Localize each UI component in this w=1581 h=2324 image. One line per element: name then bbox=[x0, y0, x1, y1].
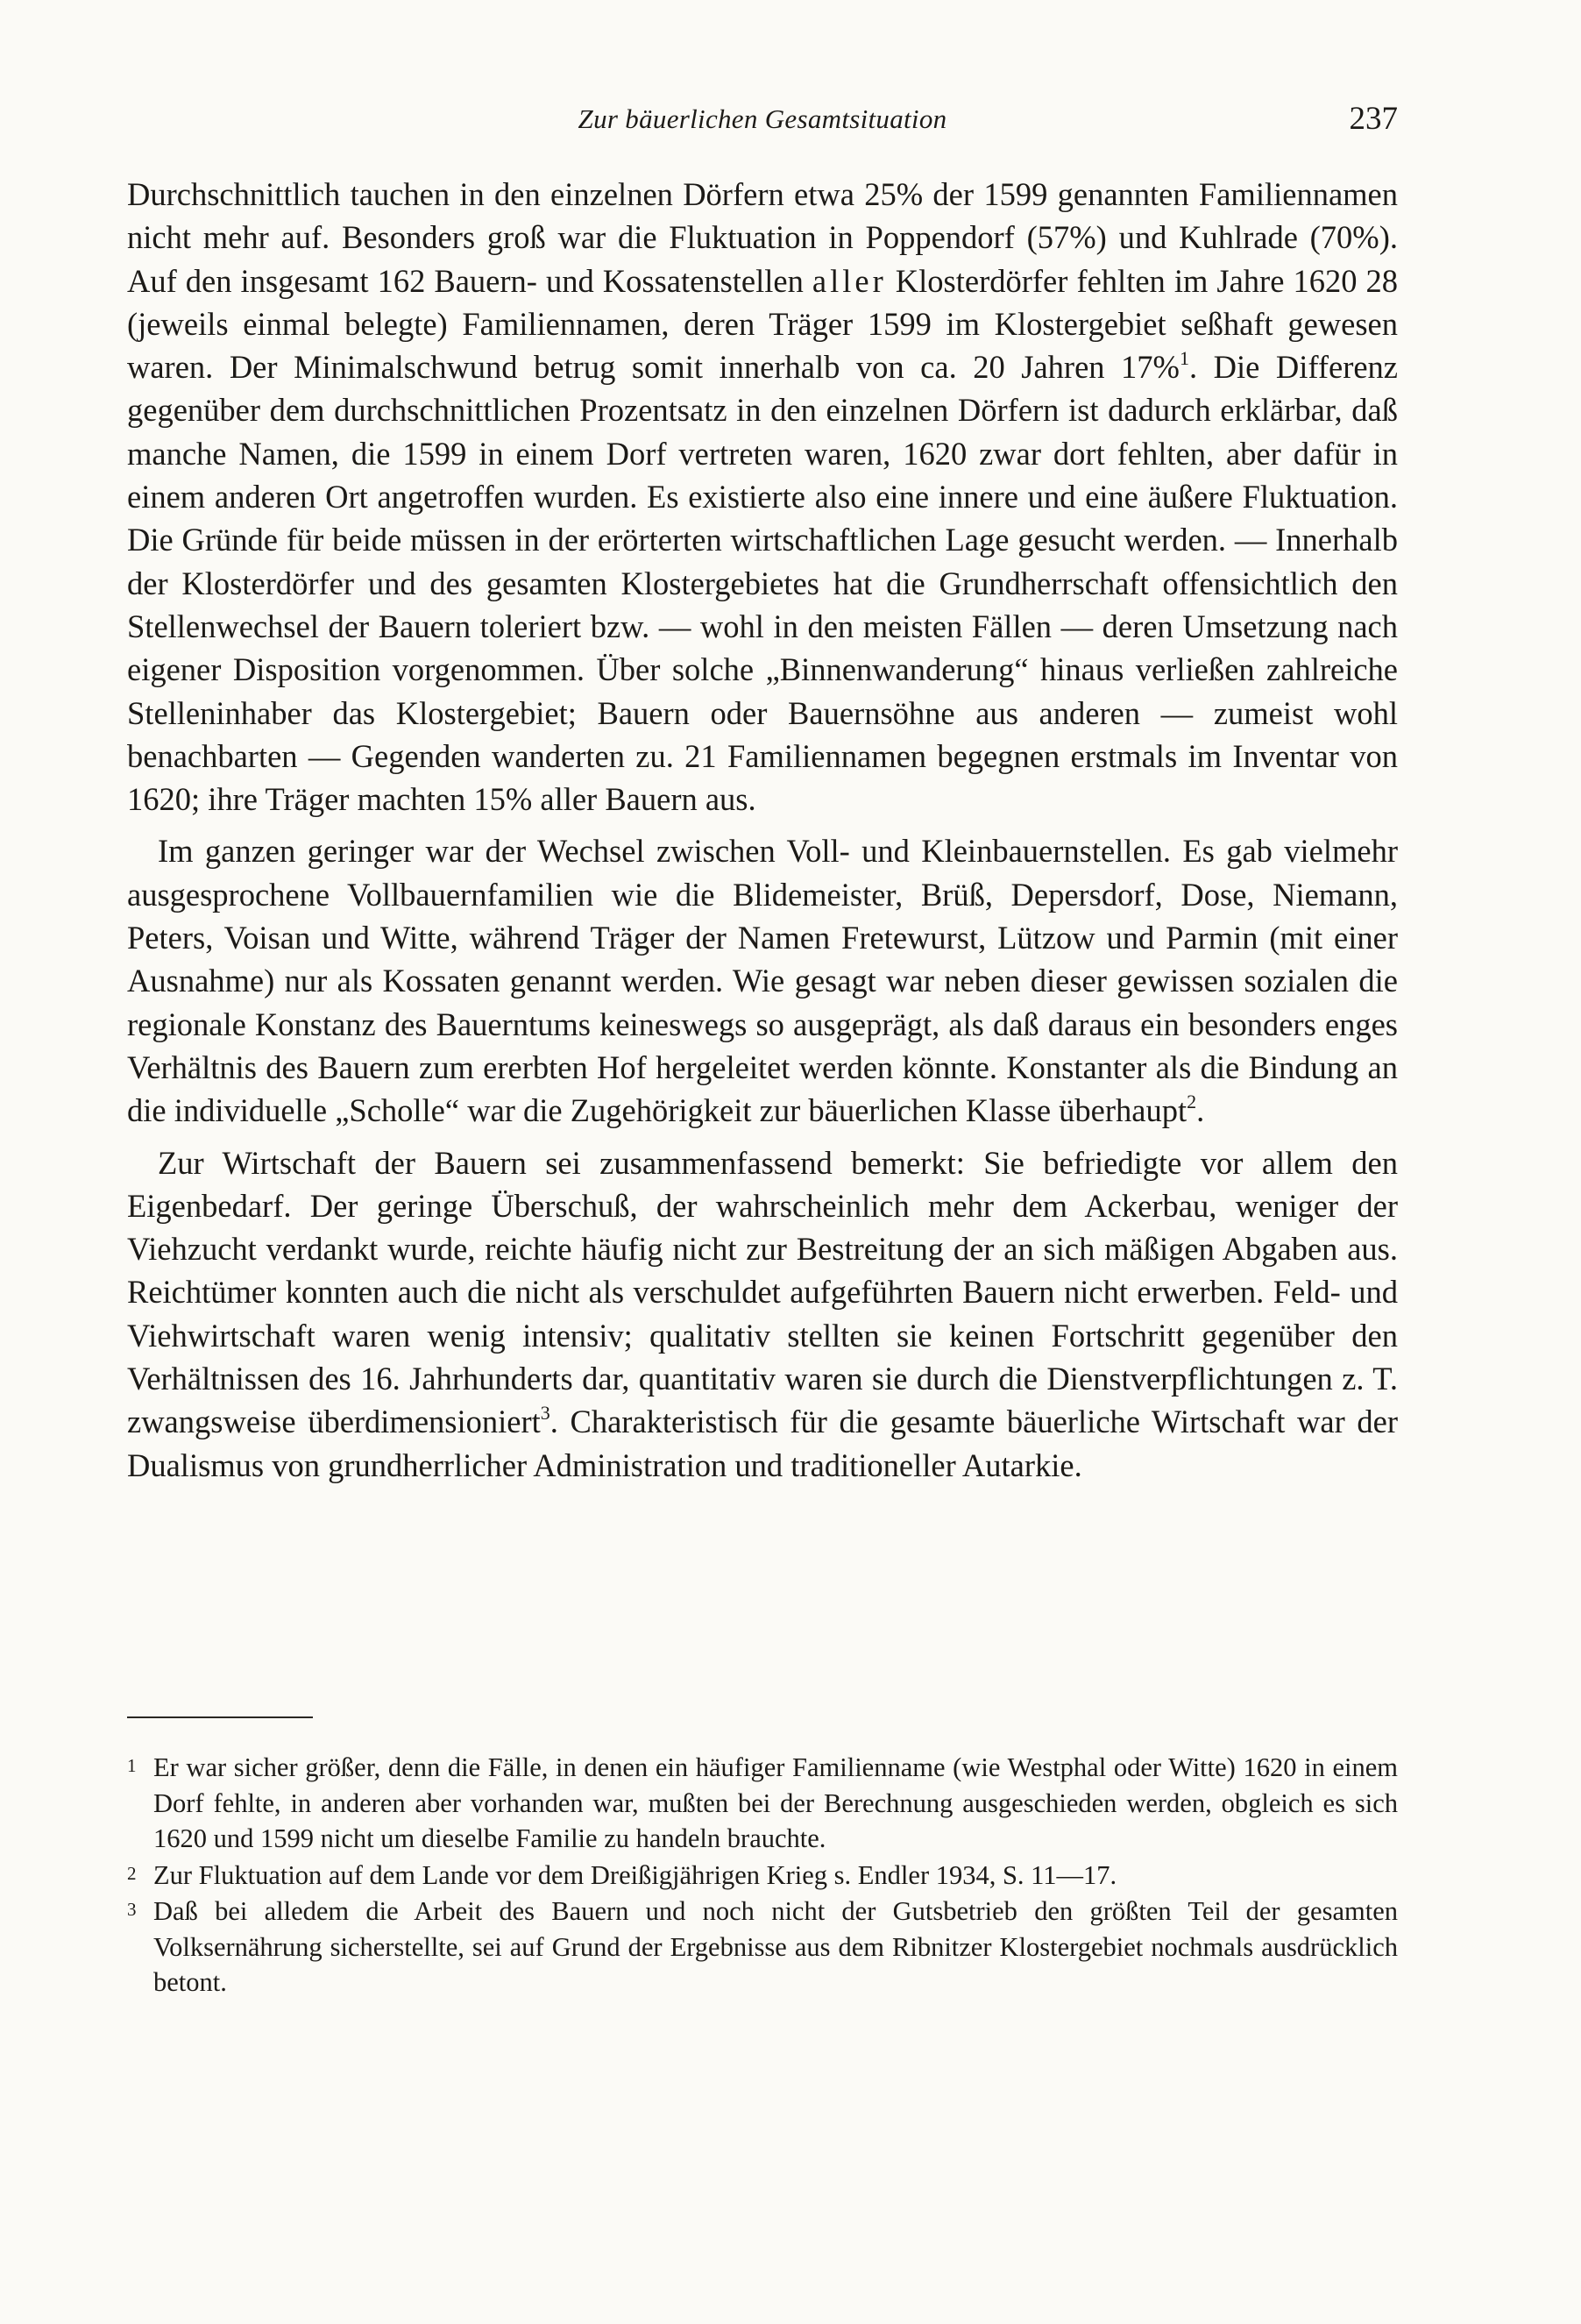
footnote-text: Zur Fluktuation auf dem Lande vor dem Dreißigjährigen Krieg s. Endler 1934, S. 11—17. bbox=[153, 1859, 1117, 1890]
footnote-1 bbox=[127, 1750, 1398, 1857]
paragraph-1 bbox=[127, 173, 1398, 821]
running-head bbox=[127, 103, 1398, 147]
footnote-reference-1: 1 bbox=[1179, 347, 1189, 370]
footnote-2 bbox=[127, 1858, 1398, 1894]
paragraph-2-text-b: . bbox=[1196, 1092, 1205, 1129]
footnote-marker: 3 bbox=[127, 1899, 137, 1920]
footnote-reference-2: 2 bbox=[1187, 1091, 1197, 1113]
footnote-text: Er war sicher größer, denn die Fälle, in denen ein häufiger Familienname (wie Westphal oder Witte) 1620 in einem Dorf fehlte, in anderen aber vorhanden war, mußten bei der Berechnung ausgeschieden werden, obgleich es sich 1620 und 1599 nicht um dieselbe Familie zu handeln brauchte. bbox=[153, 1752, 1398, 1853]
footnotes bbox=[127, 1750, 1398, 2001]
paragraph-3-text-a: Zur Wirtschaft der Bauern sei zusammenfassend bemerkt: Sie befriedigte vor allem den Eigenbedarf. Der geringe Überschuß, der wahrscheinlich mehr dem Ackerbau, weniger der Viehzucht verdankt wurde, reichte häufig nicht zur Bestreitung der an sich mäßigen Abgaben aus. Reichtümer konnten auch die nicht als verschuldet aufgeführten Bauern nicht erwerben. Feld- und Viehwirtschaft waren wenig intensiv; qualitativ stellten sie keinen Fortschritt gegenüber den Verhältnissen des 16. Jahrhunderts dar, quantitativ waren sie durch die Dienstverpflichtungen z. T. zwangsweise überdimensioniert bbox=[127, 1144, 1398, 1440]
body-text bbox=[127, 173, 1398, 1487]
running-title: Zur bäuerlichen Gesamtsituation bbox=[578, 103, 947, 134]
paragraph-1-text-b: Klosterdörfer fehlten im Jahre 1620 28 (jeweils einmal belegte) Familiennamen, deren Träger 1599 im Klostergebiet seßhaft gewesen waren. Der Minimalschwund betrug somit innerhalb von ca. 20 Jahren 17% bbox=[127, 262, 1399, 386]
emphasized-word: aller bbox=[812, 262, 887, 299]
paragraph-1-text-c: . Die Differenz gegenüber dem durchschnittlichen Prozentsatz in den einzelnen Dörfern ist dadurch erklärbar, daß manche Namen, die 1599 in einem Dorf vertreten waren, 1620 zwar dort fehlten, aber dafür in einem anderen Ort angetroffen wurden. Es existierte also eine innere und eine äußere Fluktuation. Die Gründe für beide müssen in der erörterten wirtschaftlichen Lage gesucht werden. — Innerhalb der Klosterdörfer und des gesamten Klostergebietes hat die Grundherrschaft offensichtlich den Stellenwechsel der Bauern toleriert bzw. — wohl in den meisten Fällen — deren Umsetzung nach eigener Disposition vorgenommen. Über solche „Binnenwanderung“ hinaus verließen zahlreiche Stelleninhaber das Klostergebiet; Bauern oder Bauernsöhne aus anderen — zumeist wohl benachbarten — Gegenden wanderten zu. 21 Familiennamen begegnen erstmals im Inventar von 1620; ihre Träger machten 15% aller Bauern aus. bbox=[127, 349, 1398, 818]
footnote-text: Daß bei alledem die Arbeit des Bauern und noch nicht der Gutsbetrieb den größten Teil der gesamten Volksernährung sicherstellte, sei auf Grund der Ergebnisse aus dem Ribnitzer Klostergebiet nochmals ausdrücklich betont. bbox=[153, 1896, 1398, 1997]
footnote-reference-3: 3 bbox=[540, 1402, 550, 1425]
footnote-3 bbox=[127, 1894, 1398, 2001]
footnote-marker: 1 bbox=[127, 1755, 137, 1776]
paragraph-2 bbox=[127, 829, 1398, 1132]
paragraph-2-text-a: Im ganzen geringer war der Wechsel zwischen Voll- und Kleinbauernstellen. Es gab vielmehr ausgesprochene Vollbauernfamilien wie die Blidemeister, Brüß, Depersdorf, Dose, Niemann, Peters, Voisan und Witte, während Träger der Namen Fretewurst, Lützow und Parmin (mit einer Ausnahme) nur als Kossaten genannt werden. Wie gesagt war neben dieser gewissen sozialen die regionale Konstanz des Bauerntums keineswegs so ausgeprägt, als daß daraus ein besonders enges Verhältnis des Bauern zum ererbten Hof hergeleitet werden könnte. Konstanter als die Bindung an die individuelle „Scholle“ war die Zugehörigkeit zur bäuerlichen Klasse überhaupt bbox=[127, 833, 1398, 1129]
footnote-separator bbox=[127, 1716, 313, 1718]
page-number: 237 bbox=[1349, 101, 1398, 137]
paragraph-1-text-a: Durchschnittlich tauchen in den einzelnen Dörfern etwa 25% der 1599 genannten Familiennamen nicht mehr auf. Besonders groß war die Fluktuation in Poppendorf (57%) und Kuhlrade (70%). Auf den insgesamt 162 Bauern- und Kossatenstellen bbox=[127, 176, 1398, 299]
paragraph-3-text-b: . Charakteristisch für die gesamte bäuerliche Wirtschaft war der Dualismus von grundherrlicher Administration und traditioneller Autarkie. bbox=[127, 1404, 1398, 1483]
paragraph-3 bbox=[127, 1141, 1398, 1487]
footnote-marker: 2 bbox=[127, 1862, 137, 1884]
